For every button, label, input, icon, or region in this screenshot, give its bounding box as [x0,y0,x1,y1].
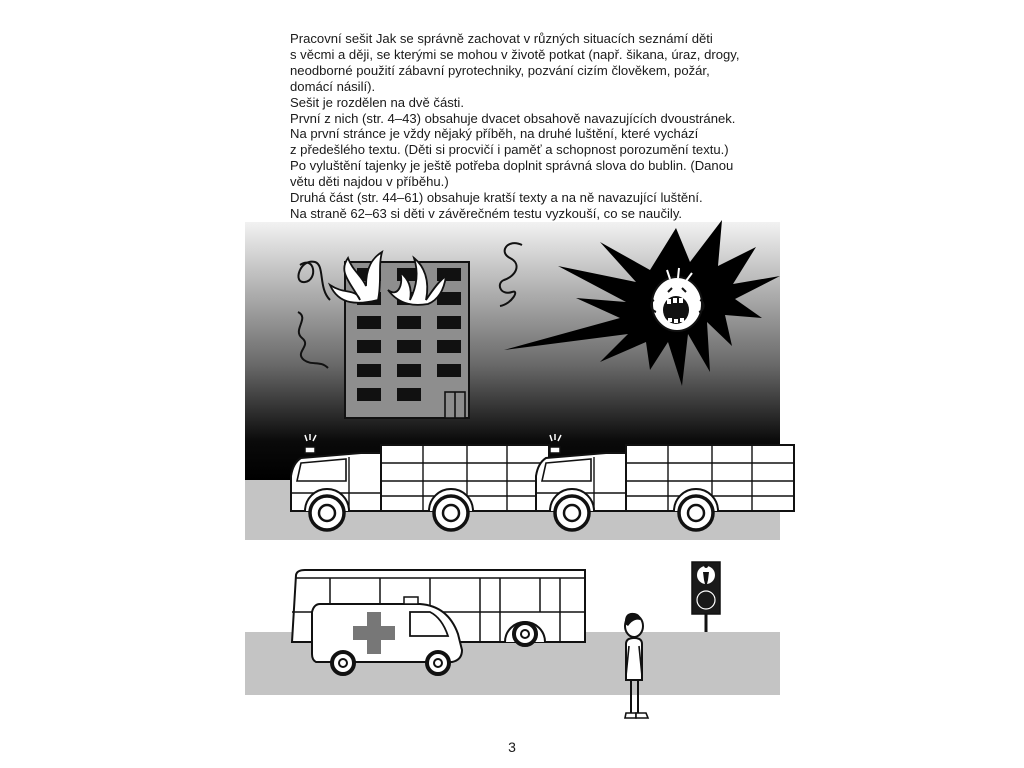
intro-line: Na první stránce je vždy nějaký příběh, na druhé luštění, které vychází [290,126,699,142]
intro-line: Druhá část (str. 44–61) obsahuje kratší texty a na ně navazující luštění. [290,190,703,206]
intro-line: větu děti najdou v příběhu.) [290,174,449,190]
intro-line: Na straně 62–63 si děti v závěrečném testu vyzkouší, co se naučily. [290,205,683,221]
intro-line: s věcmi a ději, se kterými se mohou v životě potkat (např. šikana, úraz, drogy, [290,46,740,62]
intro-line: Po vyluštění tajenky je ještě potřeba doplnit správná slova do bublin. (Danou [290,158,734,174]
street-scene [245,562,780,718]
intro-line: neodborné použití zábavní pyrotechniky, pozvání cizím člověkem, požár, [290,62,710,78]
intro-line: Pracovní sešit Jak se správně zachovat v různých situacích seznámí děti [290,31,713,46]
intro-line: Sešit je rozdělen na dvě části. [290,94,464,110]
intro-line: domácí násilí). [290,78,376,94]
intro-line: První z nich (str. 4–43) obsahuje dvacet obsahově navazujících dvoustránek. [290,110,736,126]
pedestrian-traffic-light [692,562,720,632]
intro-line: z předešlého textu. (Děti si procvičí i paměť a schopnost porozumění textu.) [290,142,729,158]
page-number: 3 [508,739,516,755]
fire-scene [245,220,794,540]
